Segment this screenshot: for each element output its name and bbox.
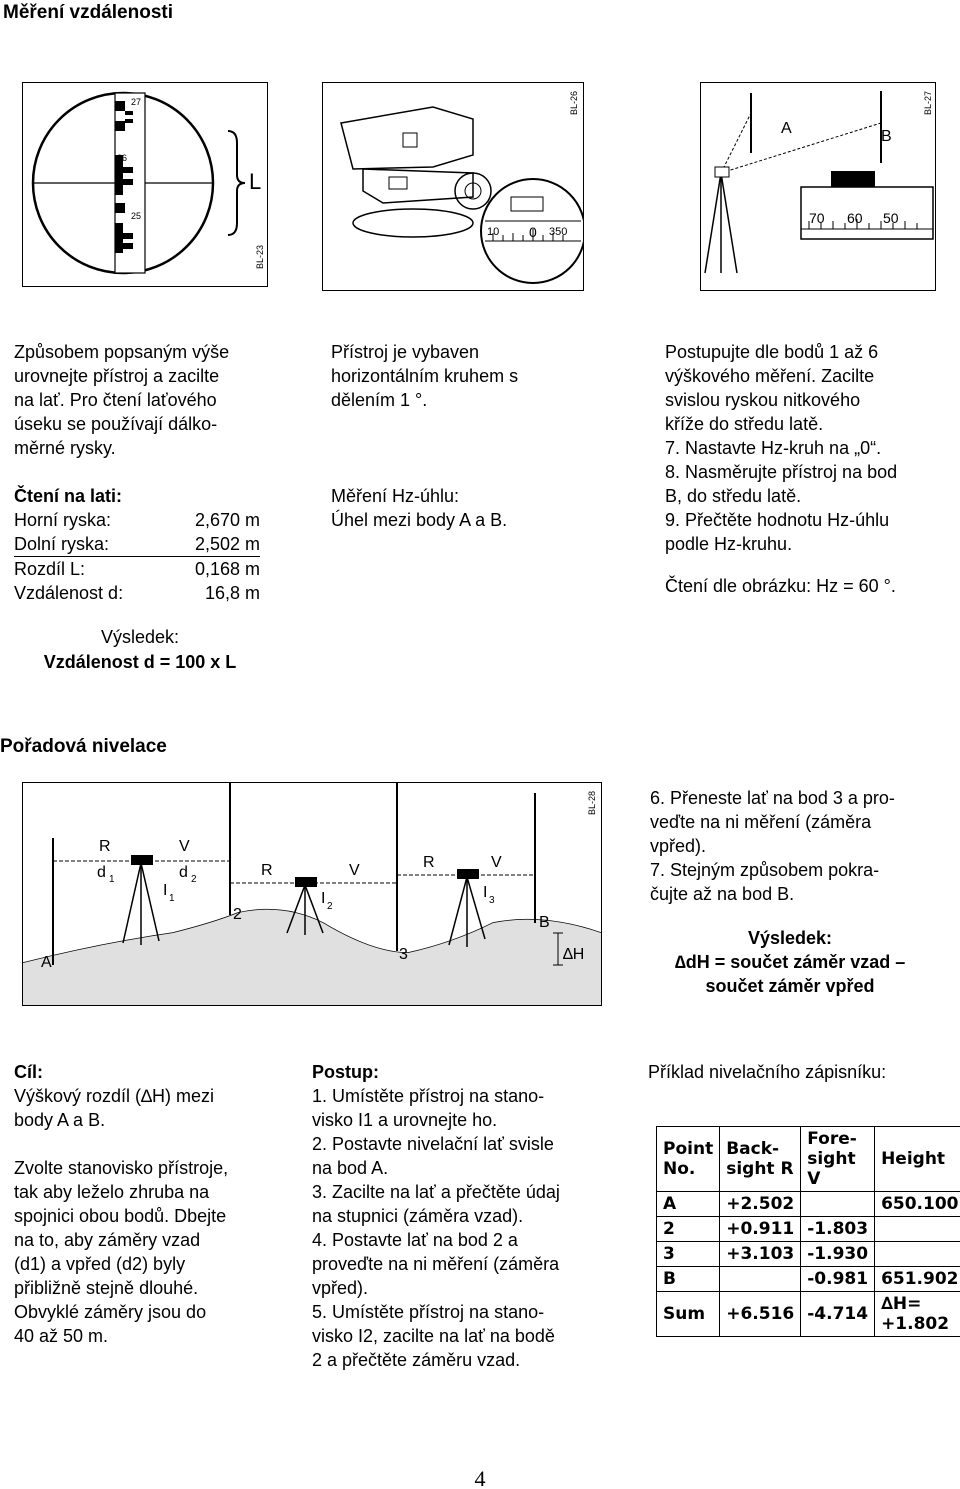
goal-title: Cíl: [14, 1062, 43, 1082]
text-line: Úhel mezi body A a B. [331, 510, 508, 530]
table-header-row [657, 1127, 960, 1192]
procedure-title: Postup: [312, 1062, 379, 1082]
text-line: Měření Hz-úhlu: [331, 486, 460, 506]
hz-scale-50: 50 [883, 210, 899, 226]
label-point-3: 3 [399, 946, 408, 963]
figure-code-bl27: BL-27 [923, 91, 933, 116]
text-line: 2 a přečtěte záměru vzad. [312, 1350, 521, 1370]
figure-code-bl28: BL-28 [587, 791, 597, 816]
text-line: B, do středu latě. [665, 486, 802, 506]
text-line: přibližně stejně dlouhé. [14, 1278, 199, 1298]
label-R2: R [261, 862, 273, 879]
label-point-A: A [41, 954, 52, 971]
figure-leveling-traverse [22, 782, 602, 1006]
reading-row-difference: Rozdíl L: 0,168 m [14, 559, 260, 579]
table-row [657, 1242, 960, 1267]
hz-scale-60: 60 [847, 210, 863, 226]
text-line: dělením 1 °. [331, 390, 428, 410]
table-cell [875, 1217, 960, 1242]
staff-tick-26: 26 [117, 153, 128, 163]
label-point-2: 2 [233, 906, 242, 923]
label-d1: d [97, 864, 106, 881]
table-header-cell: Back-sight R [720, 1127, 801, 1192]
text-line: Postupujte dle bodů 1 až 6 [665, 342, 879, 362]
text-line: urovnejte přístroj a zacilte [14, 366, 220, 386]
text-line: visko I2, zacilte na lať na bodě [312, 1326, 555, 1346]
text-line: 6. Přeneste lať na bod 3 a pro- [650, 788, 895, 808]
text-line: výškového měření. Zacilte [665, 366, 875, 386]
text-line: Obvyklé záměry jsou do [14, 1302, 207, 1322]
text-line: vpřed). [312, 1278, 369, 1298]
text-line: úseku se používají dálko- [14, 414, 218, 434]
readings-title: Čtení na lati: [14, 486, 123, 506]
text-line: čujte až na bod B. [650, 884, 795, 904]
figure-code-bl26: BL-26 [569, 91, 579, 116]
text-line: veďte na ni měření (záměra [650, 812, 872, 832]
leveling-result-label: Výsledek: [747, 928, 833, 948]
figure-instrument [322, 82, 584, 291]
distance-formula: Vzdálenost d = 100 x L [43, 652, 237, 672]
hz-scale-70: 70 [809, 210, 825, 226]
table-cell [801, 1192, 875, 1217]
staff-tick-25: 25 [131, 211, 142, 221]
table-cell: ∆H= +1.802 [875, 1292, 960, 1337]
table-cell: -1.930 [801, 1242, 875, 1267]
table-cell: Sum [657, 1292, 720, 1337]
table-cell: -4.714 [801, 1292, 875, 1337]
text-line: vpřed). [650, 836, 707, 856]
hz-angle-text [331, 484, 571, 532]
section-title-distance: Měření vzdálenosti [3, 2, 173, 23]
figure-angle-measurement [700, 82, 936, 291]
label-point-B: B [539, 914, 550, 931]
table-row [657, 1192, 960, 1217]
angle-procedure-text [665, 340, 933, 556]
leveling-result-line2: součet záměr vpřed [705, 976, 875, 996]
text-line: na bod A. [312, 1158, 389, 1178]
table-cell: +6.516 [720, 1292, 801, 1337]
table-cell: -1.803 [801, 1217, 875, 1242]
table-cell: -0.981 [801, 1267, 875, 1292]
procedure-column [312, 1060, 602, 1372]
label-I1: I [163, 882, 168, 899]
text-line: 7. Nastavte Hz-kruh na „0“. [665, 438, 882, 458]
goal-column [14, 1060, 264, 1348]
angle-drawing [701, 83, 935, 290]
label-V3: V [491, 854, 502, 871]
leveling-result-line1: ∆dH = součet záměr vzad – [674, 952, 906, 972]
text-line: spojnici obou bodů. Dbejte [14, 1206, 227, 1226]
table-cell: 3 [657, 1242, 720, 1267]
text-line: 7. Stejným způsobem pokra- [650, 860, 880, 880]
figure-code-bl23: BL-23 [255, 245, 265, 270]
text-line: horizontálním kruhem s [331, 366, 519, 386]
text-line: Zvolte stanovisko přístroje, [14, 1158, 229, 1178]
text-line: na stupnici (záměra vzad). [312, 1206, 524, 1226]
reading-row-distance: Vzdálenost d: 16,8 m [14, 583, 260, 603]
text-line: 1. Umístěte přístroj na stano- [312, 1086, 545, 1106]
label-R3: R [423, 854, 435, 871]
text-line: svislou ryskou nitkového [665, 390, 861, 410]
table-cell: B [657, 1267, 720, 1292]
table-cell: A [657, 1192, 720, 1217]
label-I2-sub: 2 [327, 901, 333, 912]
hz-scale-10: 10 [487, 226, 500, 238]
table-cell [875, 1242, 960, 1267]
text-line: 8. Nasměrujte přístroj na bod [665, 462, 898, 482]
text-line: 5. Umístěte přístroj na stano- [312, 1302, 545, 1322]
staff-tick-27: 27 [131, 97, 142, 107]
point-label-A: A [781, 120, 792, 137]
figure-staff-reading [22, 82, 268, 287]
hz-reading-text: Čtení dle obrázku: Hz = 60 °. [665, 576, 896, 596]
text-line: měrné rysky. [14, 438, 116, 458]
table-header-cell: Height [875, 1127, 960, 1192]
staff-reading-drawing [23, 83, 267, 286]
intro-text [14, 340, 266, 460]
table-header-cell: Fore-sight V [801, 1127, 875, 1192]
label-d2-sub: 2 [191, 874, 197, 885]
table-cell: 651.902 [875, 1267, 960, 1292]
text-line: podle Hz-kruhu. [665, 534, 793, 554]
label-R1: R [99, 838, 111, 855]
label-I2: I [321, 890, 326, 907]
table-row [657, 1267, 960, 1292]
result-label: Výsledek: [100, 627, 180, 647]
label-V1: V [179, 838, 190, 855]
text-line: visko I1 a urovnejte ho. [312, 1110, 498, 1130]
text-line: 2. Postavte nivelační lať svisle [312, 1134, 554, 1154]
page-number: 4 [474, 1466, 486, 1489]
point-label-B: B [881, 128, 892, 145]
leveling-notebook-table [656, 1126, 960, 1337]
text-line: na to, aby záměry vzad [14, 1230, 201, 1250]
text-line: proveďte na ni měření (záměra [312, 1254, 560, 1274]
label-d1-sub: 1 [109, 874, 115, 885]
table-cell: 650.100 [875, 1192, 960, 1217]
hz-scale-350: 350 [549, 226, 568, 238]
text-line: 9. Přečtěte hodnotu Hz-úhlu [665, 510, 890, 530]
text-line: Způsobem popsaným výše [14, 342, 230, 362]
table-cell: +2.502 [720, 1192, 801, 1217]
brace-label-L: L [249, 169, 262, 194]
table-header-cell: Point No. [657, 1127, 720, 1192]
label-delta-H: ∆H [563, 946, 585, 963]
text-line: kříže do středu latě. [665, 414, 824, 434]
label-I1-sub: 1 [169, 893, 175, 904]
text-line: 4. Postavte lať na bod 2 a [312, 1230, 518, 1250]
table-cell: 2 [657, 1217, 720, 1242]
table-cell: +3.103 [720, 1242, 801, 1267]
label-V2: V [349, 862, 360, 879]
text-line: Výškový rozdíl (∆H) mezi [14, 1086, 215, 1106]
text-line: na lať. Pro čtení laťového [14, 390, 217, 410]
reading-row-lower: Dolní ryska: 2,502 m [14, 532, 260, 557]
staff-readings [14, 484, 260, 605]
text-line: 40 až 50 m. [14, 1326, 109, 1346]
text-line: 3. Zacilte na lať a přečtěte údaj [312, 1182, 560, 1202]
text-line: tak aby leželo zhruba na [14, 1182, 210, 1202]
leveling-drawing [23, 783, 601, 1005]
table-cell: +0.911 [720, 1217, 801, 1242]
reading-row-upper: Horní ryska: 2,670 m [14, 510, 260, 530]
text-line: (d1) a vpřed (d2) byly [14, 1254, 186, 1274]
text-line: body A a B. [14, 1110, 106, 1130]
notebook-title: Příklad nivelačního zápisníku: [648, 1062, 887, 1082]
table-row [657, 1217, 960, 1242]
hz-circle-text [331, 340, 571, 412]
table-cell [720, 1267, 801, 1292]
label-d2: d [179, 864, 188, 881]
label-I3: I [483, 884, 488, 901]
label-I3-sub: 3 [489, 895, 495, 906]
instrument-drawing [323, 83, 583, 290]
leveling-steps-text [650, 786, 932, 906]
section-title-leveling: Pořadová nivelace [0, 736, 167, 757]
table-row-sum [657, 1292, 960, 1337]
hz-scale-0: 0 [529, 224, 537, 240]
text-line: Přístroj je vybaven [331, 342, 480, 362]
